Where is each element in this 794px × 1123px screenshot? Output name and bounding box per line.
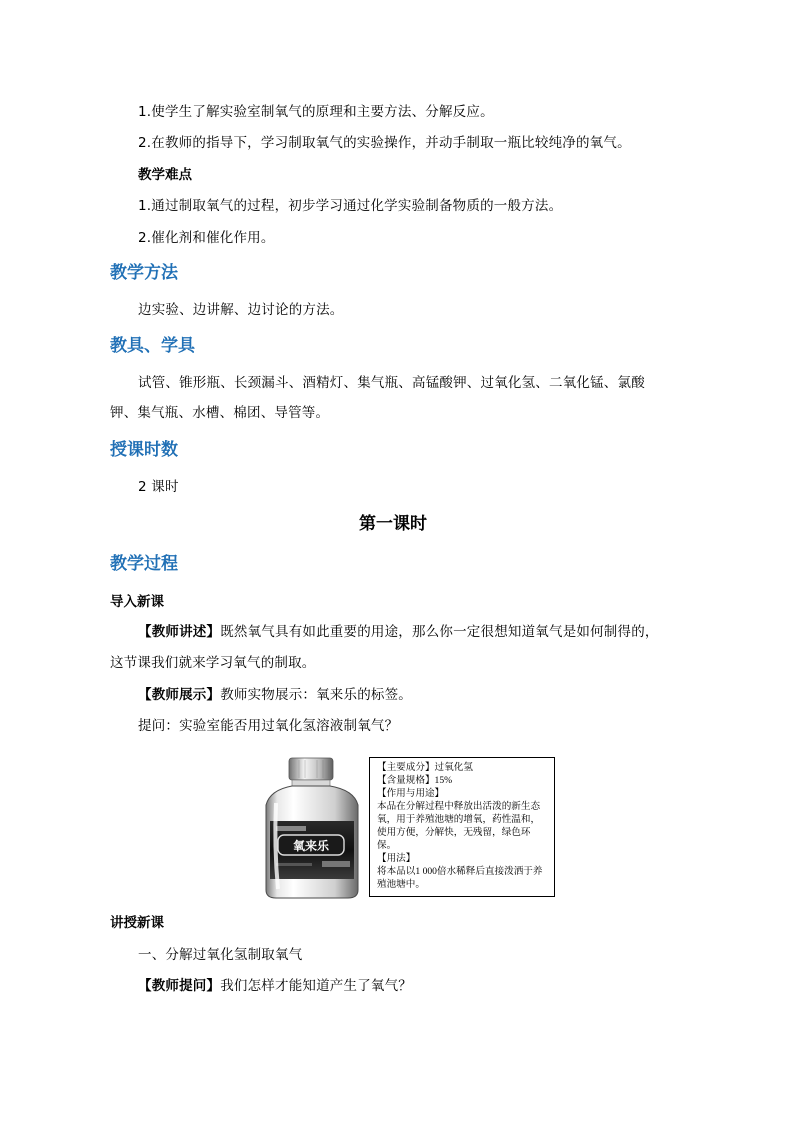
teacher-question-tag: 【教师提问】	[138, 978, 221, 994]
teacher-narration-text: 既然氧气具有如此重要的用途，那么你一定很想知道氧气是如何制得的，	[220, 624, 659, 640]
label-line-composition: 【主要成分】过氧化氢	[377, 762, 473, 773]
difficulty-heading: 教学难点	[138, 167, 192, 183]
bottle-image	[262, 757, 362, 900]
tools-line-1: 试管、锥形瓶、长颈漏斗、酒精灯、集气瓶、高锰酸钾、过氧化氢、二氧化锰、氯酸	[138, 375, 645, 391]
goal-item-2: 2.在教师的指导下，学习制取氧气的实验操作，并动手制取一瓶比较纯净的氧气。	[138, 135, 631, 151]
lesson-title: 第一课时	[359, 514, 427, 534]
teacher-narration-tag: 【教师讲述】	[138, 624, 221, 640]
product-label-box	[369, 757, 555, 897]
teacher-display	[138, 685, 412, 705]
label-line-content: 【含量规格】15%	[377, 775, 453, 786]
label-line-usage-text: 本品在分解过程中释放出活泼的新生态氧，用于养殖池塘的增氧，药性温和，使用方便，分解快，无残留，绿色环保。	[377, 801, 541, 851]
tools-heading: 教具、学具	[110, 336, 195, 356]
teacher-display-text: 教师实物展示：氧来乐的标签。	[220, 687, 413, 703]
bottle-brand-text: 氧来乐	[292, 839, 330, 853]
teacher-narration	[138, 622, 659, 642]
teacher-narration-cont: 这节课我们就来学习氧气的制取。	[110, 655, 316, 671]
methods-text: 边实验、边讲解、边讨论的方法。	[138, 302, 344, 318]
process-heading: 教学过程	[110, 554, 178, 574]
tools-line-2: 钾、集气瓶、水槽、棉团、导管等。	[110, 405, 330, 421]
hours-text: 2 课时	[138, 479, 179, 495]
hours-heading: 授课时数	[110, 440, 178, 460]
difficulty-item-1: 1.通过制取氧气的过程，初步学习通过化学实验制备物质的一般方法。	[138, 198, 563, 214]
difficulty-item-2: 2.催化剂和催化作用。	[138, 230, 275, 246]
methods-heading: 教学方法	[110, 263, 178, 283]
section-1-title: 一、分解过氧化氢制取氧气	[138, 947, 303, 963]
label-line-method-text: 将本品以1 000倍水稀释后直接泼洒于养殖池塘中。	[377, 866, 543, 890]
goal-item-1: 1.使学生了解实验室制氧气的原理和主要方法、分解反应。	[138, 104, 494, 120]
question-text: 提问：实验室能否用过氧化氢溶液制氧气？	[138, 718, 399, 734]
label-line-usage-heading: 【作用与用途】	[377, 788, 445, 799]
teacher-display-tag: 【教师展示】	[138, 687, 221, 703]
new-lesson-heading: 讲授新课	[110, 915, 164, 931]
teacher-question-text: 我们怎样才能知道产生了氧气？	[220, 978, 413, 994]
teacher-question	[138, 976, 412, 996]
intro-heading: 导入新课	[110, 594, 164, 610]
label-line-method-heading: 【用法】	[377, 853, 416, 864]
